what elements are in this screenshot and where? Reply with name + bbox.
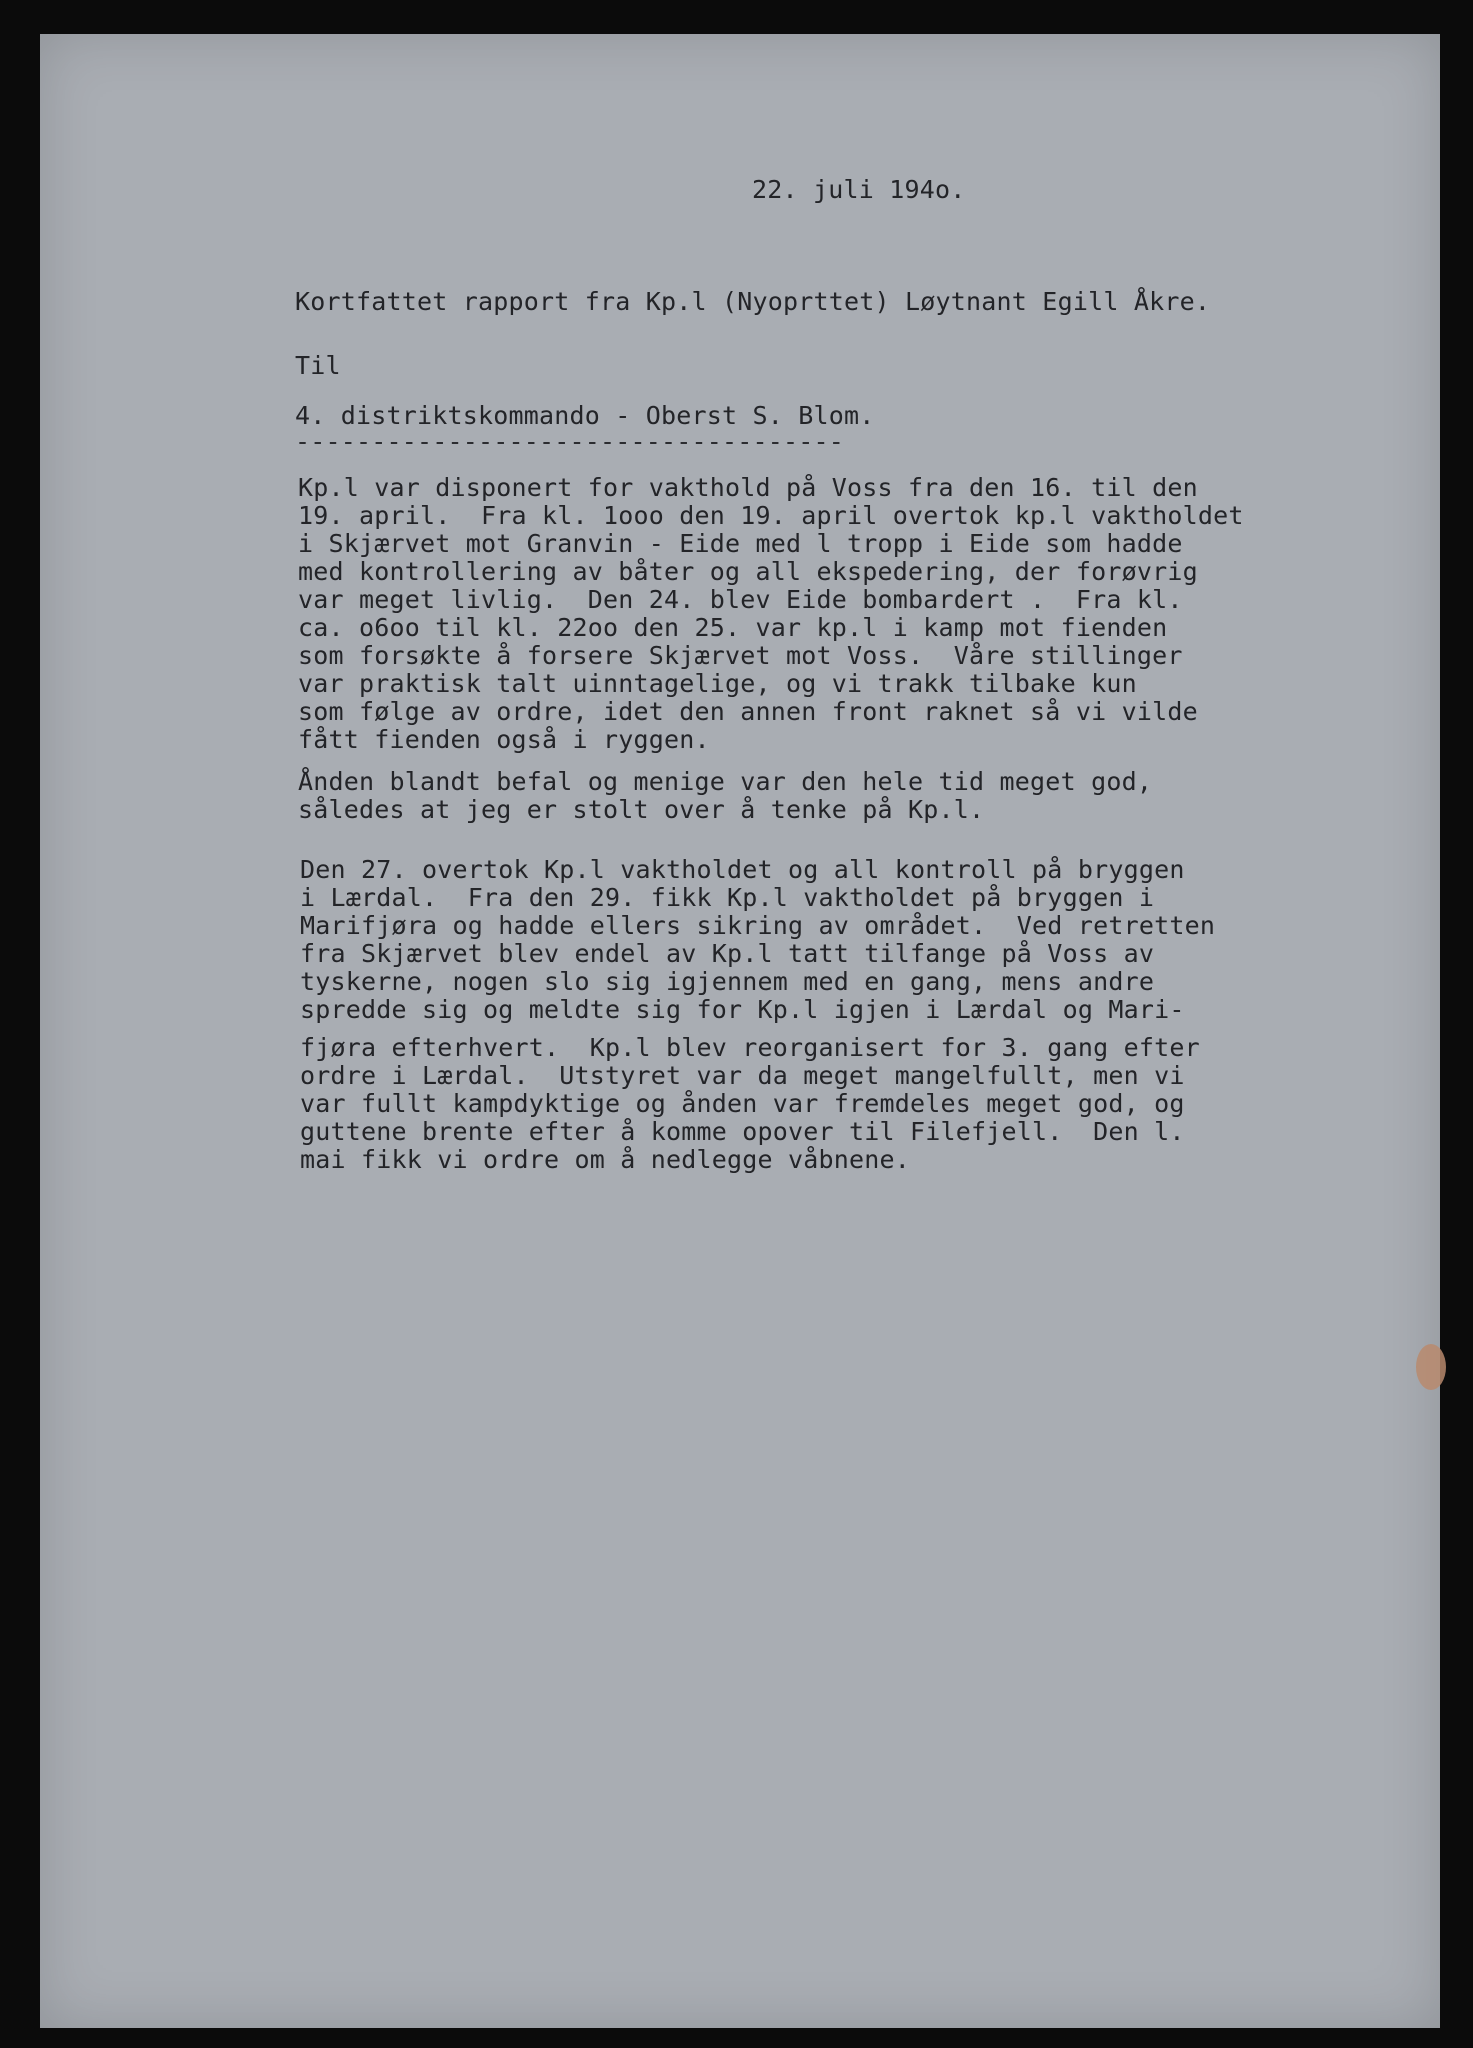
document-date: 22. juli 194o. (752, 175, 966, 204)
body-paragraph: Kp.l var disponert for vakthold på Voss fra den 16. til den 19. april. Fra kl. 1ooo den 19. april overtok kp.l vaktholdet i Skjærvet mot Granvin - Eide med l tropp i Eide som hadde med kontrollering av båter og all ekspedering, der forøvrig var meget livlig. Den 24. blev Eide bombardert . Fra kl. ca. o6oo til kl. 22oo den 25. var kp.l i kamp mot fienden som forsøkte å forsere Skjærvet mot Voss. Våre stillinger var praktisk talt uinntagelige, og vi trakk tilbake kun som følge av ordre, idet den annen front raknet så vi vilde fått fienden også i ryggen. (298, 473, 1244, 754)
body-paragraph: Ånden blandt befal og menige var den hele tid meget god, således at jeg er stolt over å tenke på Kp.l. (298, 767, 1153, 824)
document-title: Kortfattet rapport fra Kp.l (Nyoprttet) Løytnant Egill Åkre. (295, 287, 1211, 316)
document-page (40, 34, 1440, 2028)
divider-line: ------------------------------------ (295, 427, 845, 456)
body-paragraph: Den 27. overtok Kp.l vaktholdet og all kontroll på bryggen i Lærdal. Fra den 29. fikk Kp.l vaktholdet på bryggen i Marifjøra og hadde ellers sikring av området. Ved retretten fra Skjærvet blev endel av Kp.l tatt tilfange på Voss av tyskerne, nogen slo sig igjennem med en gang, mens andre spredde sig og meldte sig for Kp.l igjen i Lærdal og Mari- (300, 855, 1216, 1024)
recipient-label: Til (295, 351, 341, 380)
recipient: 4. distriktskommando - Oberst S. Blom. (295, 401, 875, 430)
body-paragraph: fjøra efterhvert. Kp.l blev reorganisert for 3. gang efter ordre i Lærdal. Utstyret var da meget mangelfullt, men vi var fullt kampdyktige og ånden var fremdeles meget god, og guttene brente efter å komme opover til Filefjell. Den l. mai fikk vi ordre om å nedlegge våbnene. (300, 1033, 1200, 1174)
paper-stain (1416, 1344, 1446, 1390)
